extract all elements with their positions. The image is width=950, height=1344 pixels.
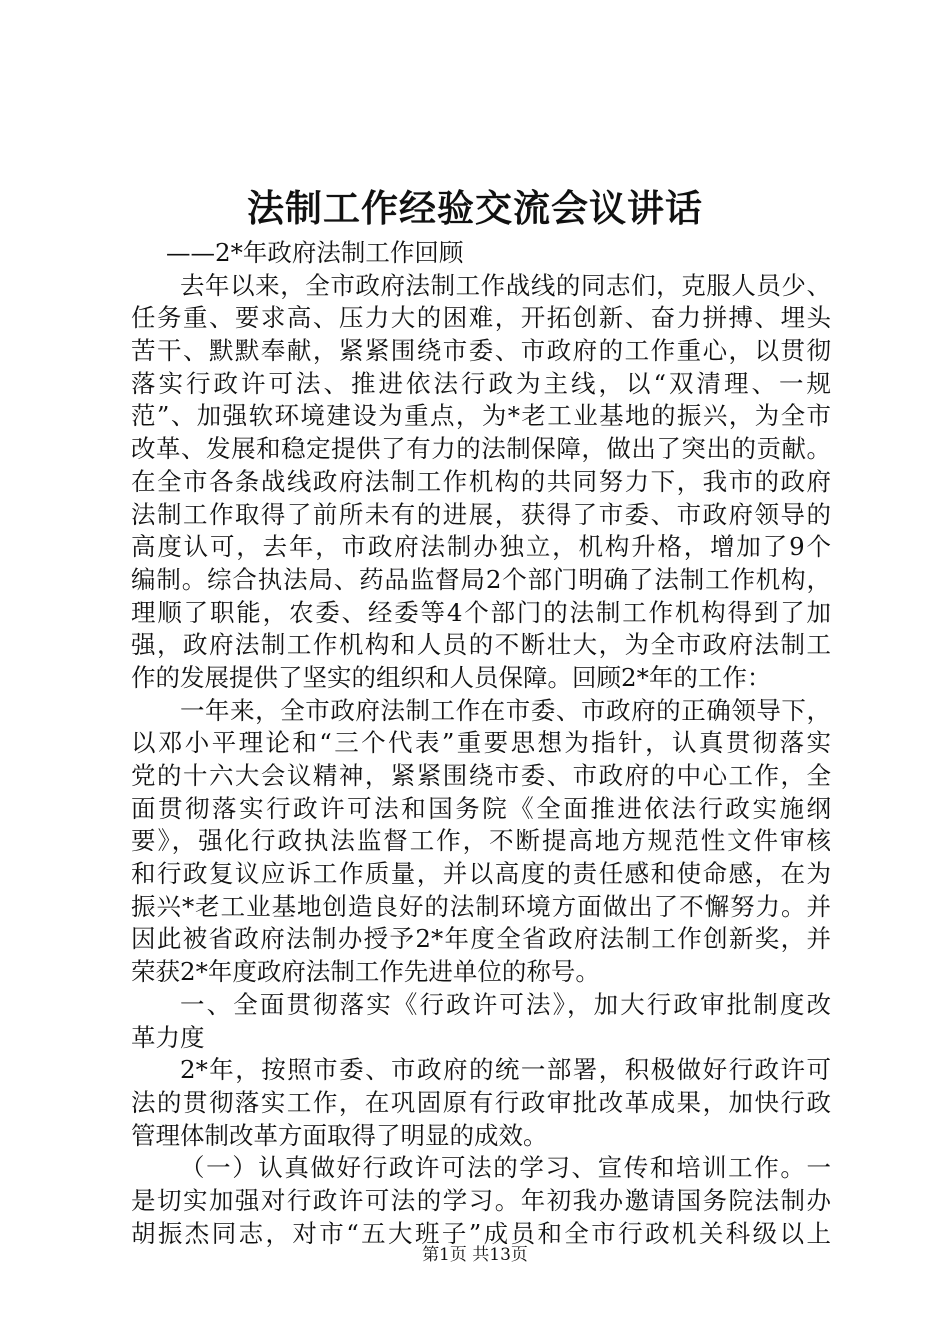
text-line: 任务重、要求高、压力大的困难，开拓创新、奋力拼搏、埋头 bbox=[131, 303, 831, 333]
text-line: （一）认真做好行政许可法的学习、宣传和培训工作。一 bbox=[180, 1153, 831, 1183]
text-line: 作的发展提供了坚实的组织和人员保障。回顾2*年的工作： bbox=[131, 662, 772, 692]
document-title: 法制工作经验交流会议讲话 bbox=[247, 187, 703, 230]
text-line: 法的贯彻落实工作，在巩固原有行政审批改革成果，加快行政 bbox=[131, 1087, 831, 1117]
text-line: 落实行政许可法、推进依法行政为主线，以“双清理、一规 bbox=[131, 368, 831, 398]
text-line: 振兴*老工业基地创造良好的法制环境方面做出了不懈努力。并 bbox=[131, 891, 831, 921]
text-line: 管理体制改革方面取得了明显的成效。 bbox=[131, 1120, 548, 1150]
text-line: 苦干、默默奉献，紧紧围绕市委、市政府的工作重心，以贯彻 bbox=[131, 336, 831, 366]
page-footer: 第1页 共13页 bbox=[422, 1245, 528, 1265]
text-line: 面贯彻落实行政许可法和国务院《全面推进依法行政实施纲 bbox=[131, 793, 831, 823]
text-line: 在全市各条战线政府法制工作机构的共同努力下，我市的政府 bbox=[131, 466, 831, 496]
text-line: 编制。综合执法局、药品监督局2个部门明确了法制工作机构， bbox=[131, 564, 831, 594]
text-line: 改革、发展和稳定提供了有力的法制保障，做出了突出的贡献。 bbox=[131, 434, 831, 464]
text-line: 党的十六大会议精神，紧紧围绕市委、市政府的中心工作，全 bbox=[131, 761, 831, 790]
text-line: 强，政府法制工作机构和人员的不断壮大，为全市政府法制工 bbox=[131, 630, 831, 660]
text-line: 去年以来，全市政府法制工作战线的同志们，克服人员少、 bbox=[180, 270, 831, 300]
text-line: 荣获2*年度政府法制工作先进单位的称号。 bbox=[131, 957, 600, 987]
text-line: 要》，强化行政执法监督工作，不断提高地方规范性文件审核 bbox=[131, 826, 831, 856]
text-line: 胡振杰同志，对市“五大班子”成员和全市行政机关科级以上 bbox=[131, 1218, 831, 1248]
text-line: 理顺了职能，农委、经委等4个部门的法制工作机构得到了加 bbox=[131, 597, 831, 627]
section-heading: 革力度 bbox=[131, 1022, 205, 1052]
text-line: 2*年，按照市委、市政府的统一部署，积极做好行政许可 bbox=[180, 1055, 831, 1085]
text-line: 高度认可，去年，市政府法制办独立，机构升格，增加了9个 bbox=[131, 532, 831, 562]
text-line: 一年来，全市政府法制工作在市委、市政府的正确领导下， bbox=[180, 695, 831, 725]
document-body bbox=[131, 237, 831, 1250]
text-line: 和行政复议应诉工作质量，并以高度的责任感和使命感，在为 bbox=[131, 859, 831, 889]
text-line: 法制工作取得了前所未有的进展，获得了市委、市政府领导的 bbox=[131, 499, 831, 529]
text-line: 以邓小平理论和“三个代表”重要思想为指针，认真贯彻落实 bbox=[131, 728, 831, 758]
text-line: 是切实加强对行政许可法的学习。年初我办邀请国务院法制办 bbox=[131, 1185, 831, 1215]
text-line: 范”、加强软环境建设为重点，为*老工业基地的振兴，为全市 bbox=[131, 401, 831, 431]
document-subtitle: ——2*年政府法制工作回顾 bbox=[166, 238, 464, 267]
text-line: 因此被省政府法制办授予2*年度全省政府法制工作创新奖，并 bbox=[131, 924, 831, 954]
section-heading: 一、全面贯彻落实《行政许可法》，加大行政审批制度改 bbox=[180, 989, 831, 1019]
